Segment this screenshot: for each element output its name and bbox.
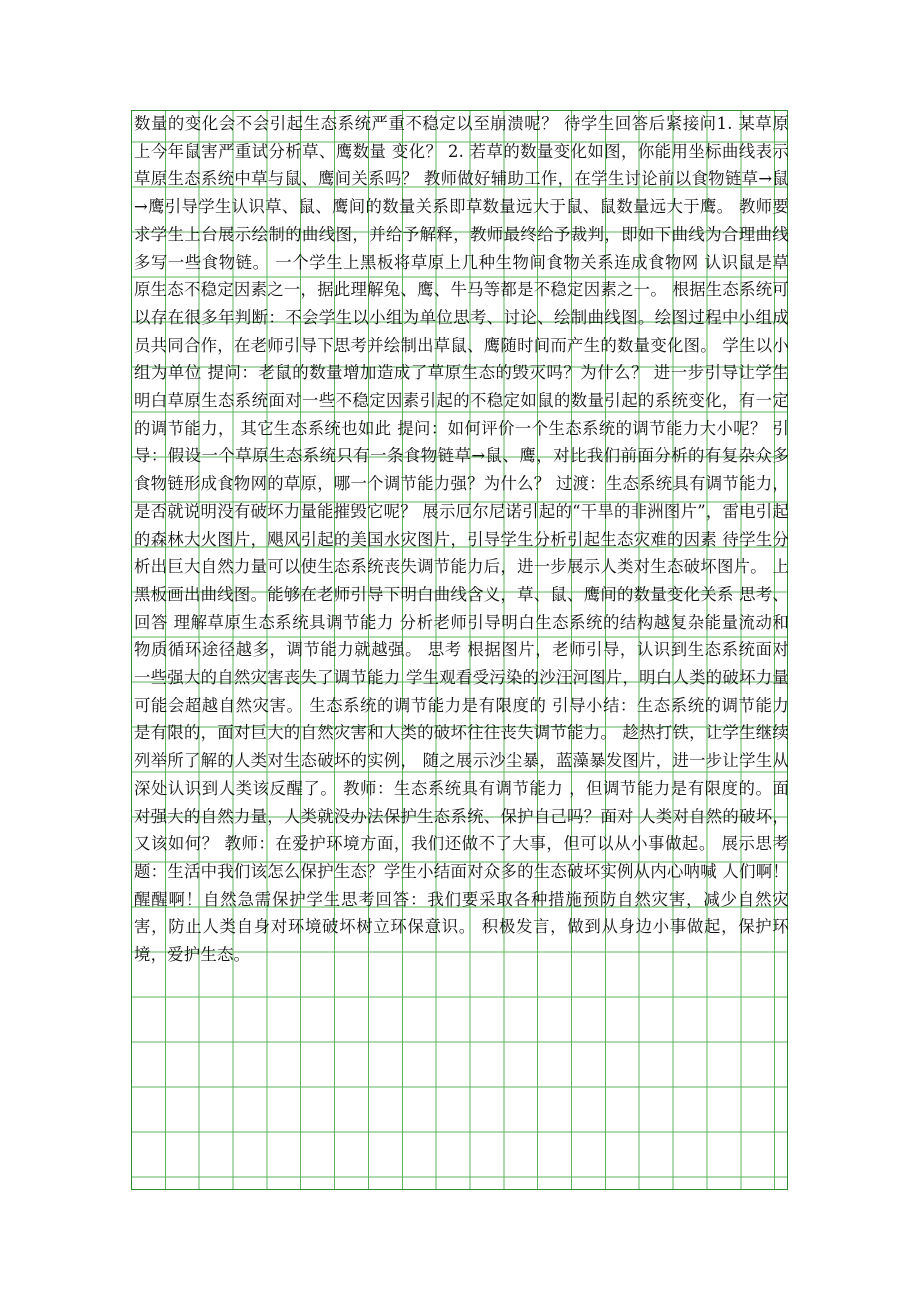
body-text: 数量的变化会不会引起生态系统严重不稳定以至崩溃呢？ 待学生回答后紧接问1. 某草原上今年鼠害严重试分析草、鹰数量 变化？ 2. 若草的数量变化如图，你能用坐标曲线表示草原生态系统中草与鼠、鹰间关系吗？ 教师做好辅助工作，在学生讨论前以食物链草→鼠→鹰引导学生认识草、鼠、鹰间的数量关系即草数量远大于鼠、鼠数量远大于鹰。 教师要求学生上台展示绘制的曲线图，并给予解释，教师最终给予裁判，即如下曲线为合理曲线 多写一些食物链。 一个学生上黑板将草原上几种生物间食物关系连成食物网 认识鼠是草原生态不稳定因素之一，据此理解兔、鹰、牛马等都是不稳定因素之一。 根据生态系统可以存在很多年判断：不会学生以小组为单位思考、讨论、绘制曲线图。绘图过程中小组成员共同合作，在老师引导下思考并绘制出草鼠、鹰随时间而产生的数量变化图。 学生以小组为单位 提问：老鼠的数量增加造成了草原生态的毁灭吗？为什么？ 进一步引导让学生明白草原生态系统面对一些不稳定因素引起的不稳定如鼠的数量引起的系统变化，有一定的调节能力， 其它生态系统也如此 提问：如何评价一个生态系统的调节能力大小呢？ 引导：假设一个草原生态系统只有一条食物链草→鼠、鹰，对比我们前面分析的有复杂众多食物链形成食物网的草原，哪一个调节能力强？为什么？ 过渡：生态系统具有调节能力，是否就说明没有破坏力量能摧毁它呢？ 展示厄尔尼诺引起的“干旱的非洲图片”，雷电引起的森林大火图片，飓风引起的美国水灾图片，引导学生分析引起生态灾难的因素 待学生分析出巨大自然力量可以使生态系统丧失调节能力后，进一步展示人类对生态破坏图片。 上黑板画出曲线图。能够在老师引导下明白曲线含义，草、鼠、鹰间的数量变化关系 思考、回答 理解草原生态系统具调节能力 分析老师引导明白生态系统的结构越复杂能量流动和物质循环途径越多，调节能力就越强。 思考 根据图片，老师引导，认识到生态系统面对一些强大的自然灾害丧失了调节能力 学生观看受污染的沙汪河图片，明白人类的破坏力量可能会超越自然灾害。 生态系统的调节能力是有限度的 引导小结：生态系统的调节能力是有限的，面对巨大的自然灾害和人类的破坏往往丧失调节能力。 趁热打铁，让学生继续列举所了解的人类对生态破坏的实例， 随之展示沙尘暴，蓝藻暴发图片，进一步让学生从深处认识到人类该反醒了。 教师：生态系统具有调节能力 ，但调节能力是有限度的。面对强大的自然力量，人类就没办法保护生态系统、保护自己吗？面对 人类对自然的破坏，又该如何？ 教师：在爱护环境方面，我们还做不了大事，但可以从小事做起。 展示思考题：生活中我们该怎么保护生态？学生小结面对众多的生态破坏实例从内心呐喊 人们啊！醒醒啊！自然急需保护学生思考回答：我们要采取各种措施预防自然灾害，减少自然灾害，防止人类自身对环境破坏树立环保意识。 积极发言，做到从身边小事做起，保护环境，爱护生态。 <box>134 114 789 965</box>
